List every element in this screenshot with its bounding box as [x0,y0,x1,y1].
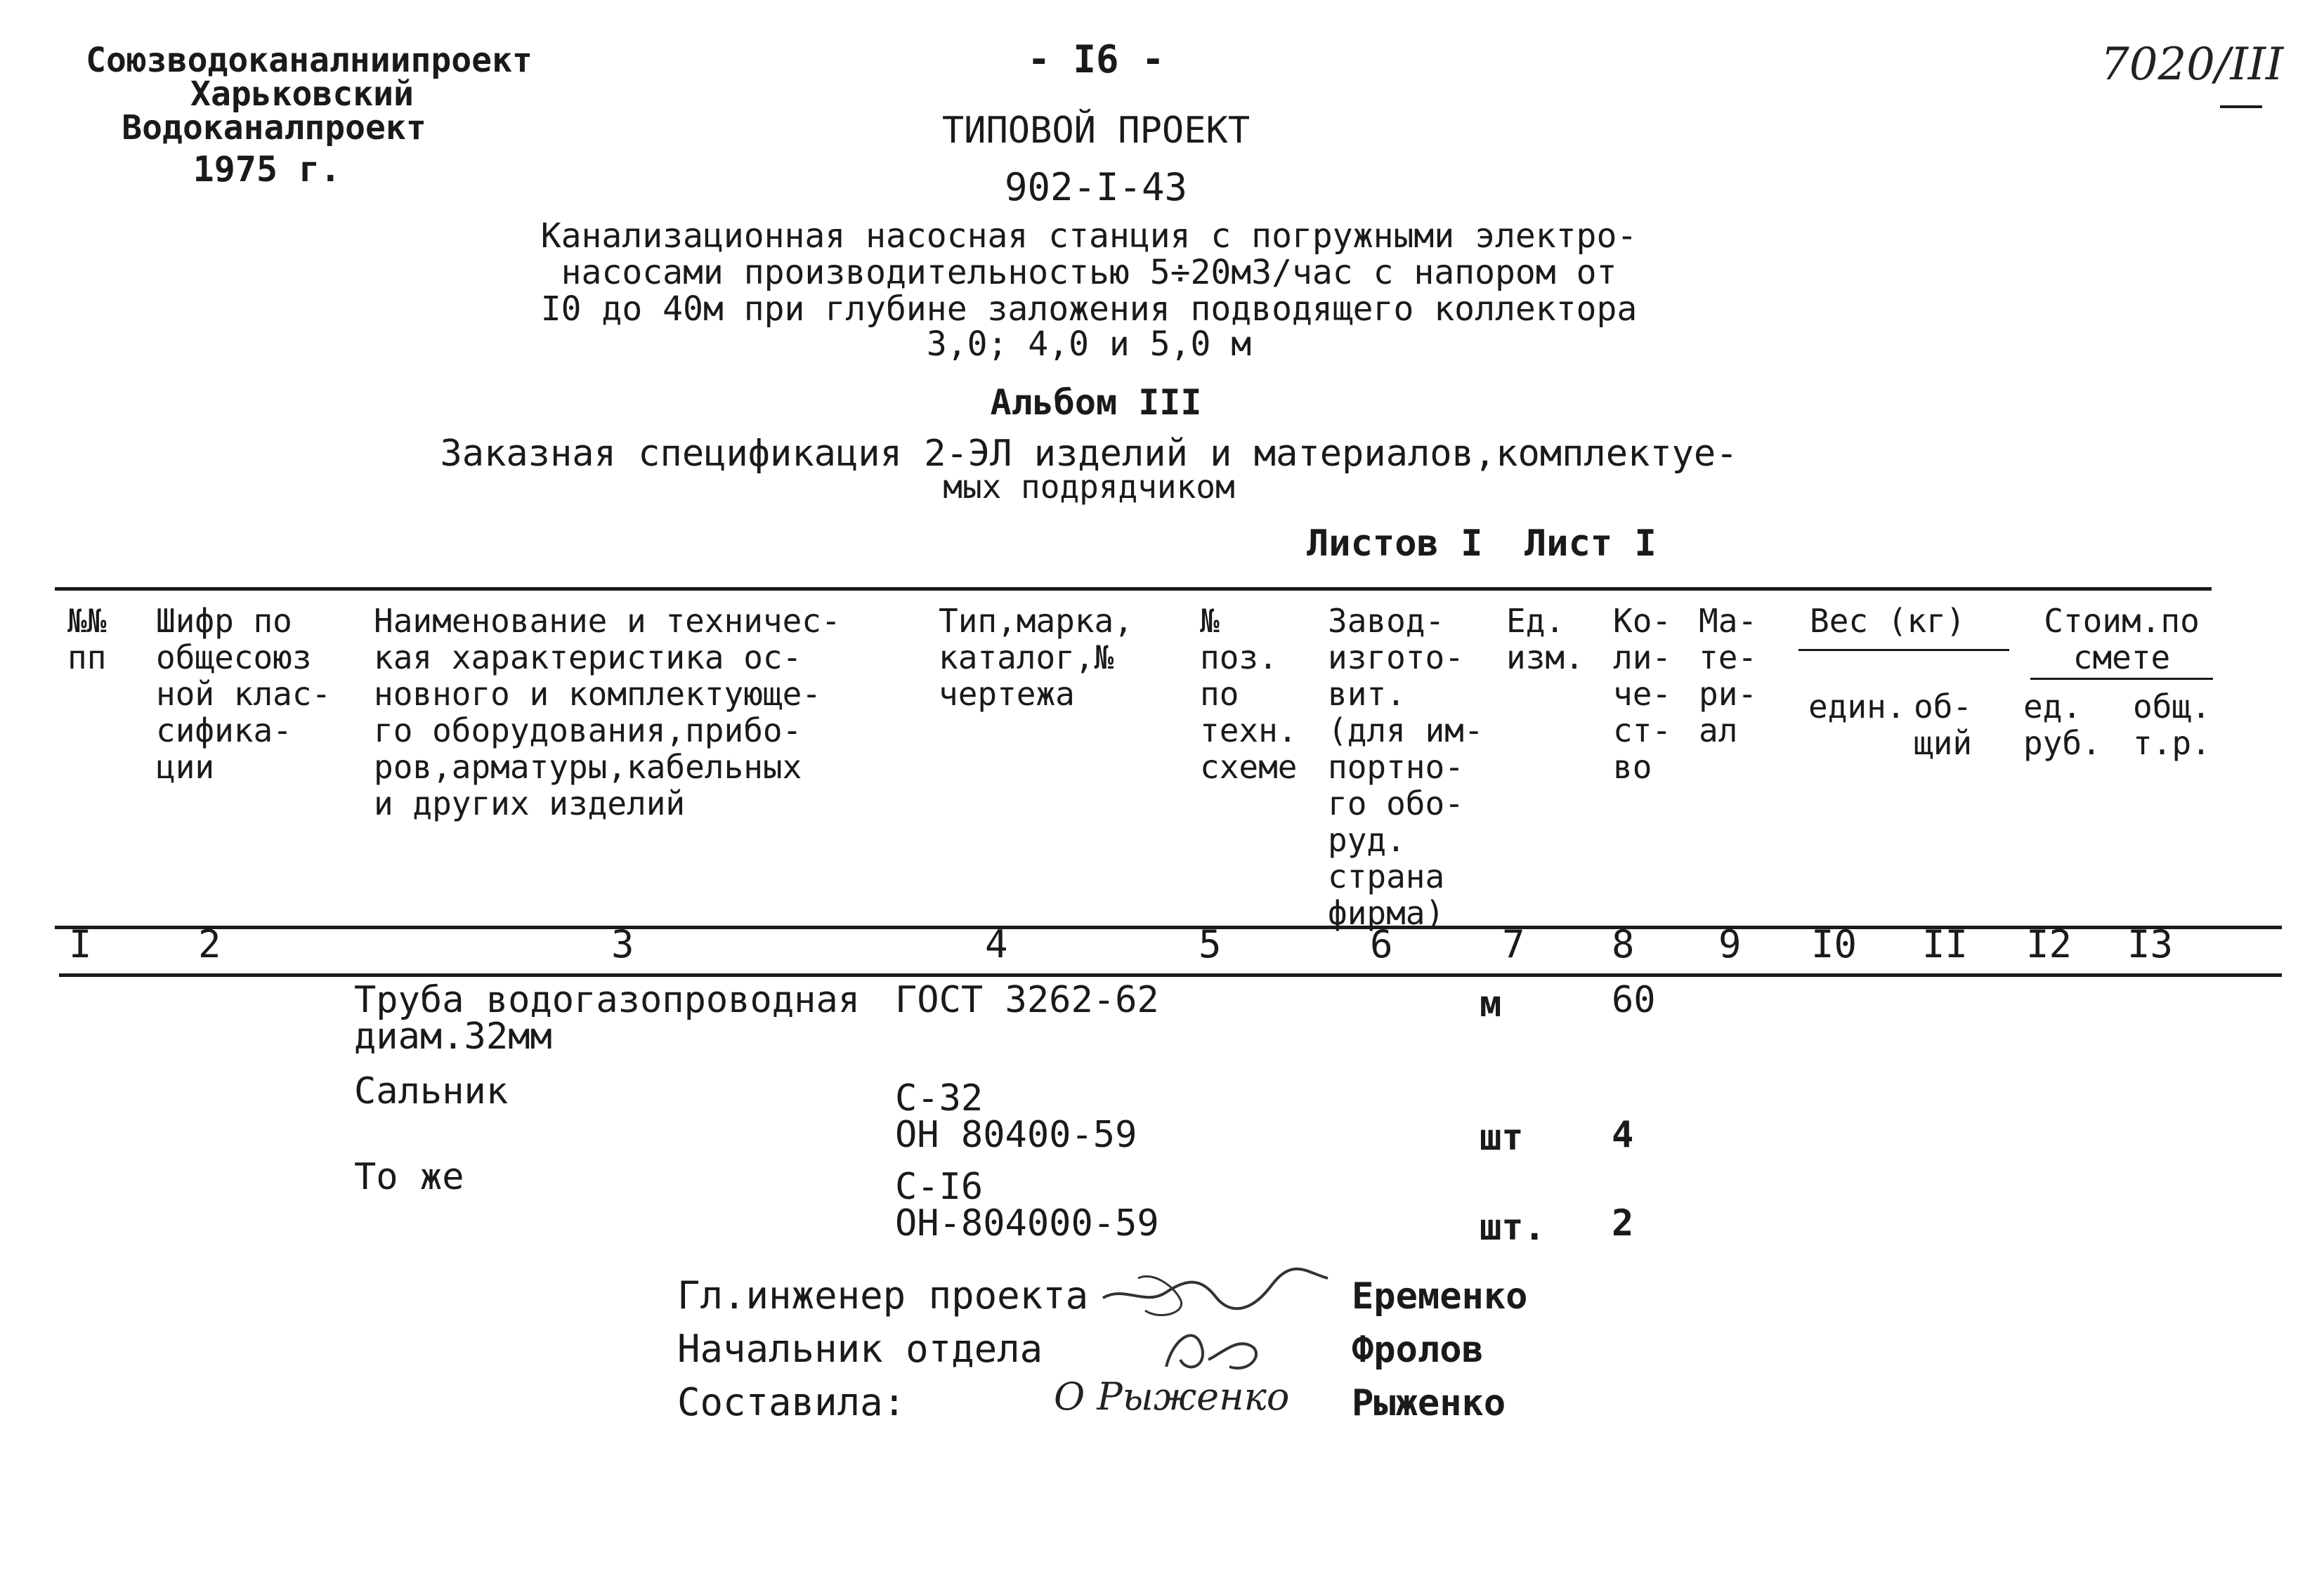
row-1-quantity: 60 [1612,979,1656,1021]
weight-subheader-rule [1799,649,2009,651]
org-city: Харьковский [190,74,414,114]
row-3-unit: шт. [1480,1207,1546,1249]
header-material: Ма- те- ри- ал [1699,602,1758,749]
signature-role-compiler: Составила: [677,1380,906,1424]
org-name: Союзводоканалниипроект [86,41,533,80]
project-type: ТИПОВОЙ ПРОЕКТ [941,110,1251,152]
signature-role-chief-engineer: Гл.инженер проекта [677,1273,1089,1318]
sheet-number: Лист I [1525,523,1657,565]
row-3-type: С-I6 ОН-804000-59 [895,1166,1159,1245]
column-number-7: 7 [1502,922,1525,966]
project-description-line-2: насосами производительностью 5÷20м3/час с напором от [561,253,1617,292]
header-name-description: Наименование и техничес- кая характеристика ос- новного и комплектующе- го оборудования,прибо- ров,арматуры,кабельных и других изделий [374,602,841,822]
sheets-total: Листов I [1307,523,1483,565]
table-top-rule [55,587,2212,591]
row-1-name: Труба водогазопроводная диам.32мм [354,979,861,1058]
column-number-9: 9 [1718,922,1742,966]
column-number-12: I2 [2026,922,2072,966]
album-title: Альбом III [990,382,1202,423]
row-3-name: То же [354,1156,464,1198]
project-description-line-1: Канализационная насосная станция с погружными электро- [540,216,1638,256]
column-number-10: I0 [1811,922,1858,966]
archive-underline [2220,105,2262,108]
signature-name-compiler: Рыженко [1352,1382,1506,1424]
header-cost-unit: ед. руб. [2023,688,2101,762]
header-cost: Стоим.по смете [2044,602,2200,676]
column-number-13: I3 [2127,922,2174,966]
column-number-1: I [69,922,92,966]
column-numbers-bottom-rule [59,973,2282,977]
archive-mark: 7020/III [2101,39,2284,91]
org-institute: Водоканалпроект [122,108,426,147]
column-number-6: 6 [1370,922,1393,966]
row-3-quantity: 2 [1612,1202,1634,1245]
header-quantity: Ко- ли- че- ст- во [1613,602,1672,786]
row-1-type: ГОСТ 3262-62 [895,979,1159,1021]
signature-name-chief-engineer: Еременко [1352,1275,1528,1318]
column-number-2: 2 [198,922,221,966]
column-number-5: 5 [1199,922,1222,966]
row-2-quantity: 4 [1612,1114,1634,1156]
header-position: № поз. по техн. схеме [1200,602,1298,786]
page-number: - I6 - [1027,37,1165,81]
row-1-unit: м [1480,983,1502,1025]
project-description-line-4: 3,0; 4,0 и 5,0 м [926,324,1252,364]
header-cost-total: общ. т.р. [2133,688,2211,762]
project-description-line-3: I0 до 40м при глубине заложения подводящего коллектора [540,289,1638,329]
signature-role-department-head: Начальник отдела [677,1327,1043,1371]
header-manufacturer: Завод- изгото- вит. (для им- портно- го обо- руд. страна фирма) [1328,602,1484,932]
column-number-8: 8 [1612,922,1635,966]
signature-mark-compiler: О Рыженко [1054,1374,1290,1419]
org-year: 1975 г. [192,149,341,190]
spec-title-line-1: Заказная спецификация 2-ЭЛ изделий и материалов,комплектуе- [440,433,1738,475]
spec-title-line-2: мых подрядчиком [943,468,1235,506]
column-number-11: II [1922,922,1969,966]
header-weight: Вес (кг) [1810,602,1966,640]
header-type-mark: Тип,марка, каталог,№ чертежа [939,602,1133,713]
signature-name-department-head: Фролов [1352,1329,1484,1371]
header-classification-code: Шифр по общесоюз ной клас- сифика- ции [156,602,332,786]
header-unit: Ед. изм. [1506,602,1584,676]
column-number-3: 3 [611,922,634,966]
header-row-number: №№ пп [67,602,107,676]
signature-mark-department-head [1145,1318,1286,1381]
row-2-unit: шт [1480,1117,1524,1159]
header-weight-total: об- щий [1914,688,1973,762]
project-number: 902-I-43 [1004,165,1188,209]
row-2-name: Сальник [354,1070,509,1112]
cost-subheader-rule [2030,678,2213,680]
column-number-4: 4 [985,922,1008,966]
header-weight-unit: един. [1808,688,1906,725]
row-2-type: С-32 ОН 80400-59 [895,1077,1137,1156]
